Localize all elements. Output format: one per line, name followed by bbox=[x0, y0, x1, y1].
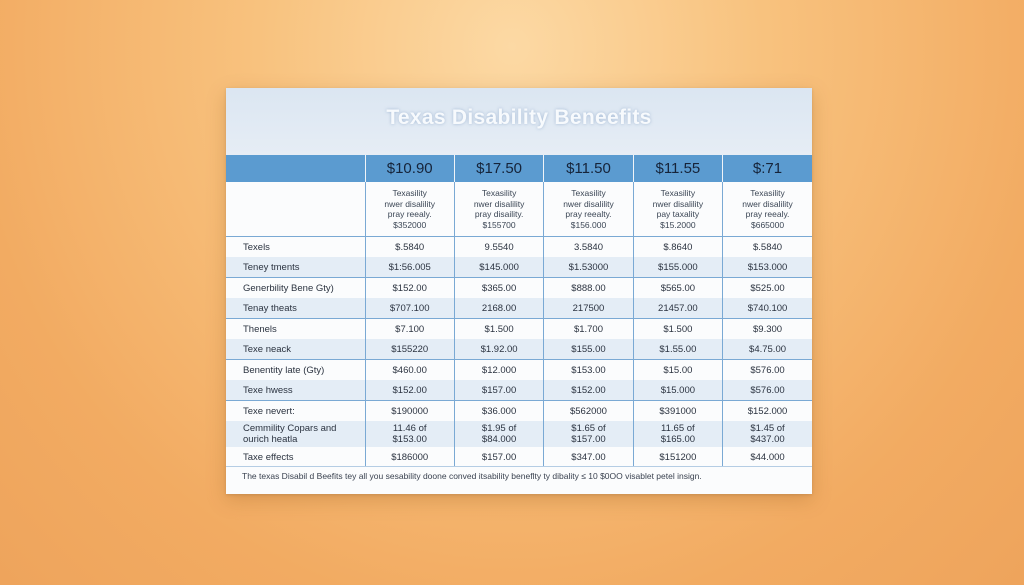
footnote: The texas Disabil d Beefits tey all you sesability doone conved itsability beneflty ty dibality ≤ 10 $0OO visablet petel insign. bbox=[242, 471, 702, 481]
description-line: pray reealy. bbox=[387, 209, 432, 219]
table-cell: $888.00 bbox=[544, 278, 633, 299]
row-label: Taxe effects bbox=[243, 451, 294, 463]
description-amount: $155700 bbox=[482, 219, 516, 230]
table-cell: $.5840 bbox=[723, 237, 812, 258]
benefits-table bbox=[226, 155, 812, 467]
table-cell: $9.300 bbox=[723, 319, 812, 340]
table-cell: $153.000 bbox=[723, 257, 812, 278]
column-description bbox=[365, 182, 454, 237]
row-label: Texe neack bbox=[226, 339, 365, 360]
table-cell: $740.100 bbox=[723, 298, 812, 319]
table-cell: $151200 bbox=[633, 447, 722, 467]
table-cell: $460.00 bbox=[365, 360, 454, 381]
table-cell: $155.000 bbox=[633, 257, 722, 278]
column-header: $:71 bbox=[723, 155, 812, 182]
cell-line: $84.000 bbox=[481, 434, 517, 445]
table-cell: $186000 bbox=[365, 447, 454, 467]
document-title: Texas Disability Beneefits bbox=[386, 106, 652, 129]
column-description bbox=[633, 182, 722, 237]
table-cell: $565.00 bbox=[633, 278, 722, 299]
table-cell: $152.00 bbox=[365, 380, 454, 401]
table-row bbox=[226, 237, 812, 258]
table-cell: $347.00 bbox=[544, 447, 633, 467]
description-line: pray reealy. bbox=[745, 209, 790, 219]
table-row bbox=[226, 380, 812, 401]
description-line: pray disaility. bbox=[474, 209, 524, 219]
table-cell: $1.92.00 bbox=[454, 339, 543, 360]
description-line: nwer disalility bbox=[384, 198, 435, 209]
column-description bbox=[544, 182, 633, 237]
table-cell: $7.100 bbox=[365, 319, 454, 340]
table-cell: $576.00 bbox=[723, 380, 812, 401]
table-cell: $157.00 bbox=[454, 447, 543, 467]
table-row bbox=[226, 339, 812, 360]
table-cell: $.5840 bbox=[365, 237, 454, 258]
description-row bbox=[226, 182, 812, 237]
cell-line: $153.00 bbox=[392, 434, 427, 445]
table-cell bbox=[365, 421, 454, 447]
table-row bbox=[226, 447, 812, 467]
description-line: nwer disalility bbox=[652, 198, 704, 209]
table-cell: $1.55.00 bbox=[633, 339, 722, 360]
table-cell: $15.000 bbox=[633, 380, 722, 401]
benefits-sheet bbox=[226, 88, 812, 494]
cell-line: $165.00 bbox=[660, 434, 696, 445]
row-label: Benentity late (Gty) bbox=[226, 360, 365, 381]
table-cell: $157.00 bbox=[454, 380, 543, 401]
table-cell: $1:56.005 bbox=[365, 257, 454, 278]
description-line: Texasility bbox=[750, 188, 785, 198]
column-header: $11.55 bbox=[633, 155, 722, 182]
description-amount: $15.2000 bbox=[660, 219, 696, 230]
table-cell: 9.5540 bbox=[454, 237, 543, 258]
description-amount: $352000 bbox=[393, 219, 427, 230]
cell-line: $1.45 of bbox=[750, 423, 785, 434]
row-label: Texels bbox=[243, 241, 270, 253]
row-label-line: Cemmility Copars and bbox=[243, 423, 337, 434]
table-row bbox=[226, 257, 812, 278]
table-cell: $153.00 bbox=[544, 360, 633, 381]
table-cell: $145.000 bbox=[454, 257, 543, 278]
table-cell: $152.00 bbox=[544, 380, 633, 401]
title-band bbox=[226, 88, 812, 155]
header-row bbox=[226, 155, 812, 182]
description-amount: $665000 bbox=[750, 219, 785, 230]
row-label: Texe nevert: bbox=[226, 401, 365, 422]
description-line: nwer disalility bbox=[742, 198, 793, 209]
table-cell: $190000 bbox=[365, 401, 454, 422]
table-cell: 217500 bbox=[544, 298, 633, 319]
cell-line: $437.00 bbox=[750, 434, 785, 445]
table-cell: $152.00 bbox=[365, 278, 454, 299]
column-description bbox=[723, 182, 812, 237]
description-line: pray reealty. bbox=[565, 209, 612, 219]
row-label: Tenay theats bbox=[226, 298, 365, 319]
row-label: Generbility Bene Gty) bbox=[226, 278, 365, 299]
description-blank bbox=[226, 182, 365, 237]
description-line: Texasility bbox=[660, 188, 696, 198]
cell-line: 11.65 of bbox=[661, 423, 695, 434]
table-cell: $1.53000 bbox=[544, 257, 633, 278]
table-cell: $.8640 bbox=[633, 237, 722, 258]
table-cell bbox=[544, 421, 633, 447]
table-row bbox=[226, 401, 812, 422]
table-cell: $562000 bbox=[544, 401, 633, 422]
table-cell: $152.000 bbox=[723, 401, 812, 422]
table-cell: $4.75.00 bbox=[723, 339, 812, 360]
row-label-line: ourich heatla bbox=[243, 434, 298, 445]
table-cell: $525.00 bbox=[723, 278, 812, 299]
table-row bbox=[226, 360, 812, 381]
table-cell: $12.000 bbox=[454, 360, 543, 381]
table-row bbox=[226, 298, 812, 319]
cell-line: $1.65 of bbox=[571, 423, 606, 434]
table-cell bbox=[454, 421, 543, 447]
description-line: nwer disalility bbox=[473, 198, 525, 209]
table-cell: $391000 bbox=[633, 401, 722, 422]
column-header: $11.50 bbox=[544, 155, 633, 182]
description-line: Texasility bbox=[392, 188, 427, 198]
table-cell: $15.00 bbox=[633, 360, 722, 381]
row-label bbox=[226, 421, 365, 447]
description-line: Texasility bbox=[481, 188, 517, 198]
table-cell: $155.00 bbox=[544, 339, 633, 360]
column-description bbox=[454, 182, 543, 237]
table-cell: 3.5840 bbox=[544, 237, 633, 258]
table-row bbox=[226, 421, 812, 447]
table-cell: 2168.00 bbox=[454, 298, 543, 319]
table-cell: $44.000 bbox=[723, 447, 812, 467]
cell-line: 11.46 of bbox=[392, 423, 427, 434]
row-label: Teney tments bbox=[226, 257, 365, 278]
table-cell: $1.700 bbox=[544, 319, 633, 340]
table-cell: 21457.00 bbox=[633, 298, 722, 319]
cell-line: $1.95 of bbox=[481, 423, 517, 434]
table-cell: $1.500 bbox=[454, 319, 543, 340]
footnote-divider bbox=[226, 466, 812, 467]
table-cell bbox=[723, 421, 812, 447]
description-amount: $156.000 bbox=[570, 219, 607, 230]
table-row bbox=[226, 278, 812, 299]
header-blank bbox=[226, 155, 365, 182]
description-line: nwer disalility bbox=[563, 198, 614, 209]
row-label: Thenels bbox=[226, 319, 365, 340]
table-cell: $576.00 bbox=[723, 360, 812, 381]
table-cell bbox=[633, 421, 722, 447]
column-header: $10.90 bbox=[365, 155, 454, 182]
description-line: Texasility bbox=[571, 188, 606, 198]
column-header: $17.50 bbox=[454, 155, 543, 182]
table-cell: $707.100 bbox=[365, 298, 454, 319]
cell-line: $157.00 bbox=[571, 434, 606, 445]
table-cell: $155220 bbox=[365, 339, 454, 360]
row-label: Texe hwess bbox=[226, 380, 365, 401]
table-cell: $36.000 bbox=[454, 401, 543, 422]
table-row bbox=[226, 319, 812, 340]
description-line: pay taxality bbox=[656, 209, 700, 219]
table-cell: $365.00 bbox=[454, 278, 543, 299]
table-cell: $1.500 bbox=[633, 319, 722, 340]
